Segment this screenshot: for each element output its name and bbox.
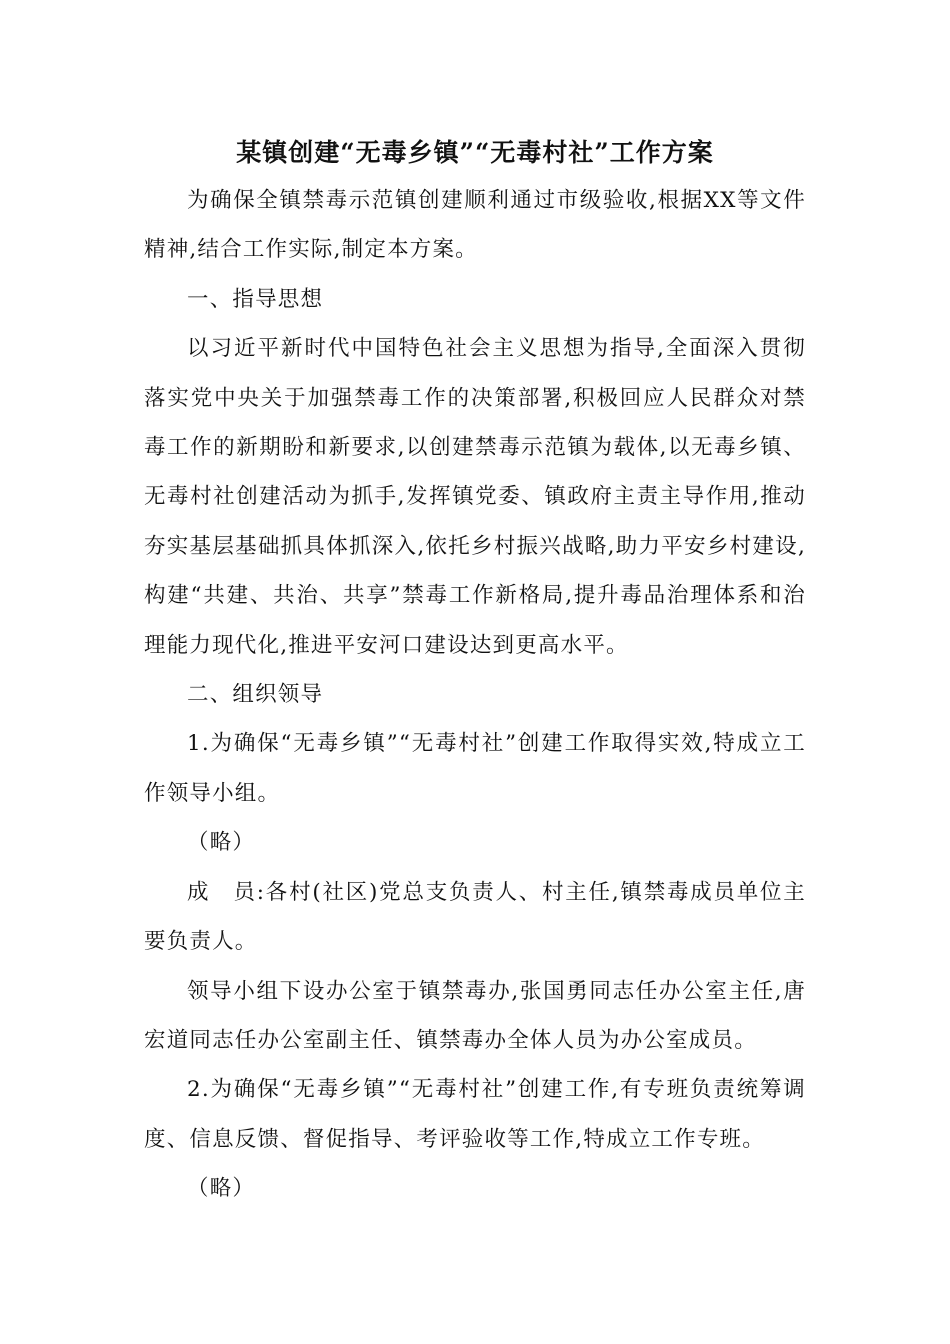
section-heading-guiding-ideology: 一、指导思想 — [187, 286, 324, 312]
document-body — [144, 176, 806, 1214]
leadership-group-paragraph: 1.为确保“无毒乡镇”“无毒村社”创建工作取得实效,特成立工作领导小组。 — [144, 731, 806, 806]
intro-paragraph: 为确保全镇禁毒示范镇创建顺利通过市级验收,根据XX等文件精神,结合工作实际,制定本方案。 — [144, 188, 806, 263]
omitted-note: （略） — [187, 830, 256, 856]
omitted-note: （略） — [187, 1176, 256, 1202]
office-paragraph: 领导小组下设办公室于镇禁毒办,张国勇同志任办公室主任,唐宏道同志任办公室副主任、镇禁毒办全体人员为办公室成员。 — [144, 978, 806, 1053]
members-paragraph: 成 员:各村(社区)党总支负责人、村主任,镇禁毒成员单位主要负责人。 — [144, 879, 806, 955]
section-heading-organization: 二、组织领导 — [187, 682, 324, 708]
guiding-ideology-paragraph: 以习近平新时代中国特色社会主义思想为指导,全面深入贯彻落实党中央关于加强禁毒工作的决策部署,积极回应人民群众对禁毒工作的新期盼和新要求,以创建禁毒示范镇为载体,以无毒乡镇、无毒村社创建活动为抓手,发挥镇党委、镇政府主责主导作用,推动夯实基层基础抓具体抓深入,依托乡村振兴战略,助力平安乡村建设,构建“共建、共治、共享”禁毒工作新格局,提升毒品治理体系和治理能力现代化,推进平安河口建设达到更高水平。 — [144, 336, 806, 658]
working-group-paragraph: 2.为确保“无毒乡镇”“无毒村社”创建工作,有专班负责统筹调度、信息反馈、督促指导、考评验收等工作,特成立工作专班。 — [144, 1077, 806, 1152]
document-title: 某镇创建“无毒乡镇”“无毒村社”工作方案 — [236, 138, 714, 167]
